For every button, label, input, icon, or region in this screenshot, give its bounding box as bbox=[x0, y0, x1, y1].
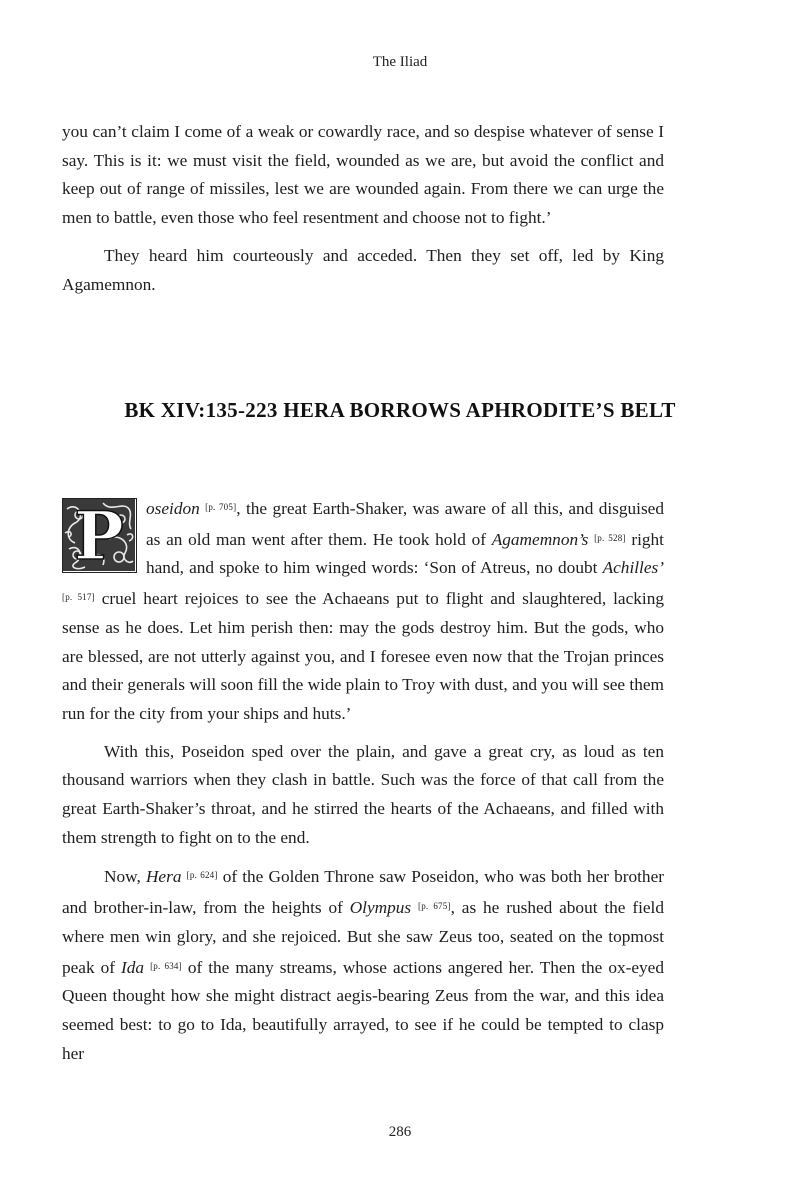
name-olympus: Olympus bbox=[349, 898, 412, 918]
paragraph: you can’t claim I come of a weak or cowardly race, and so despise whatever of sense I say. This is it: we must visit the field, wounded as we are, but avoid the conflict and keep out of range of missiles, lest we are wounded again. From there we can urge the men to battle, even those who feel resentment and choose not to fight.’ bbox=[62, 122, 664, 228]
ornamental-dropcap bbox=[62, 498, 137, 573]
page-reference: [p. 624] bbox=[186, 870, 218, 881]
page-reference: [p. 634] bbox=[150, 960, 182, 971]
paragraph-with-dropcap bbox=[62, 493, 664, 729]
section-heading: BK XIV:135-223 HERA BORROWS APHRODITE’S BELT bbox=[124, 398, 676, 422]
section-text bbox=[62, 493, 664, 1068]
name-achilles: Achilles’ bbox=[602, 558, 664, 578]
paragraph bbox=[62, 861, 664, 1068]
page-reference: [p. 705] bbox=[205, 502, 237, 512]
name-poseidon: oseidon bbox=[146, 499, 200, 518]
text-run: of the many streams, whose actions angered her. Then the ox-eyed Queen thought how she might distract aegis-bearing Zeus from the war, and this idea seemed best: to go to Ida, beautifully arrayed, to see if he could be tempted to clasp her bbox=[62, 957, 664, 1063]
text-run: Now, bbox=[104, 867, 146, 887]
page-reference: [p. 528] bbox=[594, 532, 626, 543]
page-number: 286 bbox=[388, 1124, 412, 1140]
paragraph: With this, Poseidon sped over the plain, and gave a great cry, as loud as ten thousand warriors when they clash in battle. Such was the force of that call from the great Earth-Shaker’s throat, and he stirred the hearts of the Achaeans, and filled with them strength to fight on to the end. bbox=[62, 741, 664, 847]
dropcap-letter: P bbox=[74, 498, 124, 573]
text-run: cruel heart rejoices to see the Achaeans put to flight and slaughtered, lacking sense as he does. Let him perish then: may the gods destroy him. But the gods, who are blessed, are not utterly against you, and I foresee even now that the Trojan princes and their generals will soon fill the wide plain to Troy with dust, and you will see them run for the city from your ships and huts.’ bbox=[62, 589, 664, 723]
name-hera: Hera bbox=[145, 867, 182, 887]
text-run: right hand, and spoke to him winged words: ‘Son of Atreus, no doubt bbox=[146, 529, 664, 578]
text-run: of the Golden Throne saw Poseidon, who was both her brother and brother-in-law, from the heights of bbox=[62, 867, 664, 918]
page-reference: [p. 517] bbox=[62, 592, 95, 603]
continuation-text bbox=[62, 118, 664, 299]
name-agamemnon: Agamemnon’s bbox=[491, 529, 589, 549]
text-run: , the great Earth-Shaker, was aware of all this, and disguised as an old man went after them. He took hold of bbox=[146, 499, 664, 549]
page-reference: [p. 675] bbox=[418, 901, 451, 912]
name-ida: Ida bbox=[121, 957, 145, 977]
running-title: The Iliad bbox=[372, 54, 428, 70]
text-run: , as he rushed about the field where men win glory, and she rejoiced. But she saw Zeus too, seated on the topmost peak of bbox=[62, 898, 664, 977]
paragraph: They heard him courteously and acceded. Then they set off, led by King Agamemnon. bbox=[62, 245, 664, 294]
